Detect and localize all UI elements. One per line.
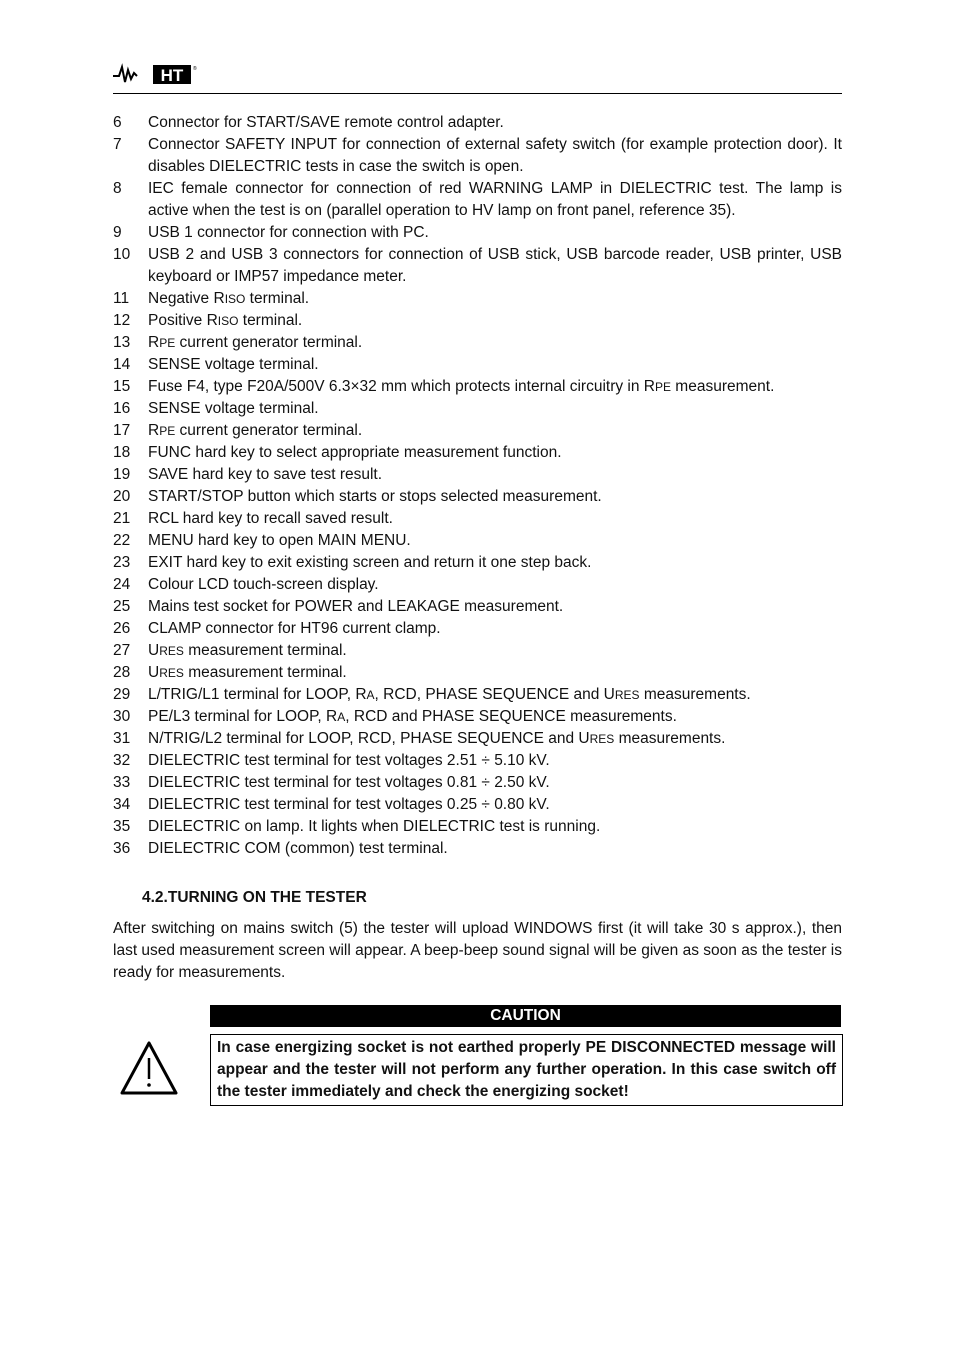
item-number: 8 — [113, 180, 122, 197]
caution-text: In case energizing socket is not earthed properly PE DISCONNECTED message will appear and the tester will not perform any further operation. In this case switch off the tester immediately and check the energizing socket! — [210, 1034, 843, 1106]
item-number: 33 — [113, 774, 131, 791]
item-number: 14 — [113, 356, 131, 373]
item-text: DIELECTRIC test terminal for test voltages 0.25 ÷ 0.80 kV. — [148, 796, 550, 813]
list-item — [113, 486, 842, 508]
item-number: 29 — [113, 686, 131, 703]
section-title: 4.2.TURNING ON THE TESTER — [142, 889, 367, 906]
item-number: 22 — [113, 532, 131, 549]
item-number: 21 — [113, 510, 131, 527]
item-text: Positive RISO terminal. — [148, 312, 303, 329]
item-text: RPE current generator terminal. — [148, 422, 363, 439]
list-item — [113, 750, 842, 772]
item-text: DIELECTRIC on lamp. It lights when DIELECTRIC test is running. — [148, 818, 601, 835]
item-number: 13 — [113, 334, 131, 351]
item-number: 10 — [113, 246, 131, 263]
item-number: 24 — [113, 576, 131, 593]
item-text: L/TRIG/L1 terminal for LOOP, RA, RCD, PHASE SEQUENCE and URES measurements. — [148, 686, 751, 703]
ht-logo — [113, 62, 195, 86]
item-text: START/STOP button which starts or stops selected measurement. — [148, 488, 602, 505]
terminal-list — [113, 112, 842, 860]
item-number: 35 — [113, 818, 131, 835]
list-item — [113, 838, 842, 860]
list-item — [113, 508, 842, 530]
item-text: URES measurement terminal. — [148, 642, 347, 659]
item-number: 30 — [113, 708, 131, 725]
item-text: Connector SAFETY INPUT for connection of external safety switch (for example protection door). It disables DIELECTRIC tests in case the switch is open. — [148, 136, 842, 175]
item-number: 20 — [113, 488, 131, 505]
list-item — [113, 772, 842, 794]
item-number: 32 — [113, 752, 131, 769]
item-text: SENSE voltage terminal. — [148, 400, 319, 417]
item-text: Fuse F4, type F20A/500V 6.3×32 mm which protects internal circuitry in RPE measurement. — [148, 378, 775, 395]
caution-header: CAUTION — [210, 1005, 841, 1027]
list-item — [113, 178, 842, 222]
item-text: DIELECTRIC test terminal for test voltages 0.81 ÷ 2.50 kV. — [148, 774, 550, 791]
list-item — [113, 332, 842, 354]
item-text: SAVE hard key to save test result. — [148, 466, 383, 483]
item-text: Negative RISO terminal. — [148, 290, 310, 307]
item-number: 27 — [113, 642, 131, 659]
item-text: CLAMP connector for HT96 current clamp. — [148, 620, 441, 637]
logo-text: HT — [160, 66, 184, 85]
item-number: 34 — [113, 796, 131, 813]
item-number: 7 — [113, 136, 122, 153]
item-number: 11 — [113, 290, 130, 307]
item-text: SENSE voltage terminal. — [148, 356, 319, 373]
item-text: PE/L3 terminal for LOOP, RA, RCD and PHASE SEQUENCE measurements. — [148, 708, 677, 725]
list-item — [113, 574, 842, 596]
item-number: 9 — [113, 224, 122, 241]
item-text: MENU hard key to open MAIN MENU. — [148, 532, 411, 549]
svg-text:®: ® — [193, 66, 197, 72]
list-item — [113, 662, 842, 684]
item-number: 31 — [113, 730, 131, 747]
list-item — [113, 464, 842, 486]
list-item — [113, 310, 842, 332]
item-number: 28 — [113, 664, 131, 681]
warning-triangle-icon — [119, 1040, 179, 1096]
item-text: N/TRIG/L2 terminal for LOOP, RCD, PHASE SEQUENCE and URES measurements. — [148, 730, 726, 747]
list-item — [113, 244, 842, 288]
list-item — [113, 552, 842, 574]
item-text: DIELECTRIC COM (common) test terminal. — [148, 840, 448, 857]
item-text: EXIT hard key to exit existing screen and return it one step back. — [148, 554, 592, 571]
list-item — [113, 596, 842, 618]
item-text: URES measurement terminal. — [148, 664, 347, 681]
item-text: USB 2 and USB 3 connectors for connection of USB stick, USB barcode reader, USB printer, USB keyboard or IMP57 impedance meter. — [148, 246, 842, 285]
item-text: Colour LCD touch-screen display. — [148, 576, 379, 593]
header-divider — [113, 93, 842, 94]
item-number: 12 — [113, 312, 131, 329]
list-item — [113, 684, 842, 706]
item-text: IEC female connector for connection of red WARNING LAMP in DIELECTRIC test. The lamp is active when the test is on (parallel operation to HV lamp on front panel, reference 35). — [148, 180, 842, 219]
list-item — [113, 640, 842, 662]
item-text: RCL hard key to recall saved result. — [148, 510, 393, 527]
list-item — [113, 134, 842, 178]
item-number: 6 — [113, 114, 122, 131]
list-item — [113, 376, 842, 398]
list-item — [113, 354, 842, 376]
list-item — [113, 728, 842, 750]
item-text: Mains test socket for POWER and LEAKAGE measurement. — [148, 598, 564, 615]
item-number: 15 — [113, 378, 131, 395]
list-item — [113, 288, 842, 310]
item-text: FUNC hard key to select appropriate measurement function. — [148, 444, 562, 461]
list-item — [113, 442, 842, 464]
item-text: Connector for START/SAVE remote control adapter. — [148, 114, 504, 131]
item-text: DIELECTRIC test terminal for test voltages 2.51 ÷ 5.10 kV. — [148, 752, 550, 769]
item-number: 26 — [113, 620, 131, 637]
item-text: RPE current generator terminal. — [148, 334, 363, 351]
item-text: USB 1 connector for connection with PC. — [148, 224, 429, 241]
list-item — [113, 530, 842, 552]
list-item — [113, 618, 842, 640]
list-item — [113, 794, 842, 816]
list-item — [113, 398, 842, 420]
list-item — [113, 420, 842, 442]
section-paragraph: After switching on mains switch (5) the tester will upload WINDOWS first (it will take 30 s approx.), then last used measurement screen will appear. A beep-beep sound signal will be given as soon as the tester is ready for measurements. — [113, 920, 842, 981]
item-number: 19 — [113, 466, 131, 483]
list-item — [113, 222, 842, 244]
item-number: 36 — [113, 840, 131, 857]
list-item — [113, 112, 842, 134]
item-number: 18 — [113, 444, 131, 461]
item-number: 17 — [113, 422, 131, 439]
item-number: 25 — [113, 598, 131, 615]
list-item — [113, 816, 842, 838]
item-number: 23 — [113, 554, 131, 571]
item-number: 16 — [113, 400, 131, 417]
list-item — [113, 706, 842, 728]
